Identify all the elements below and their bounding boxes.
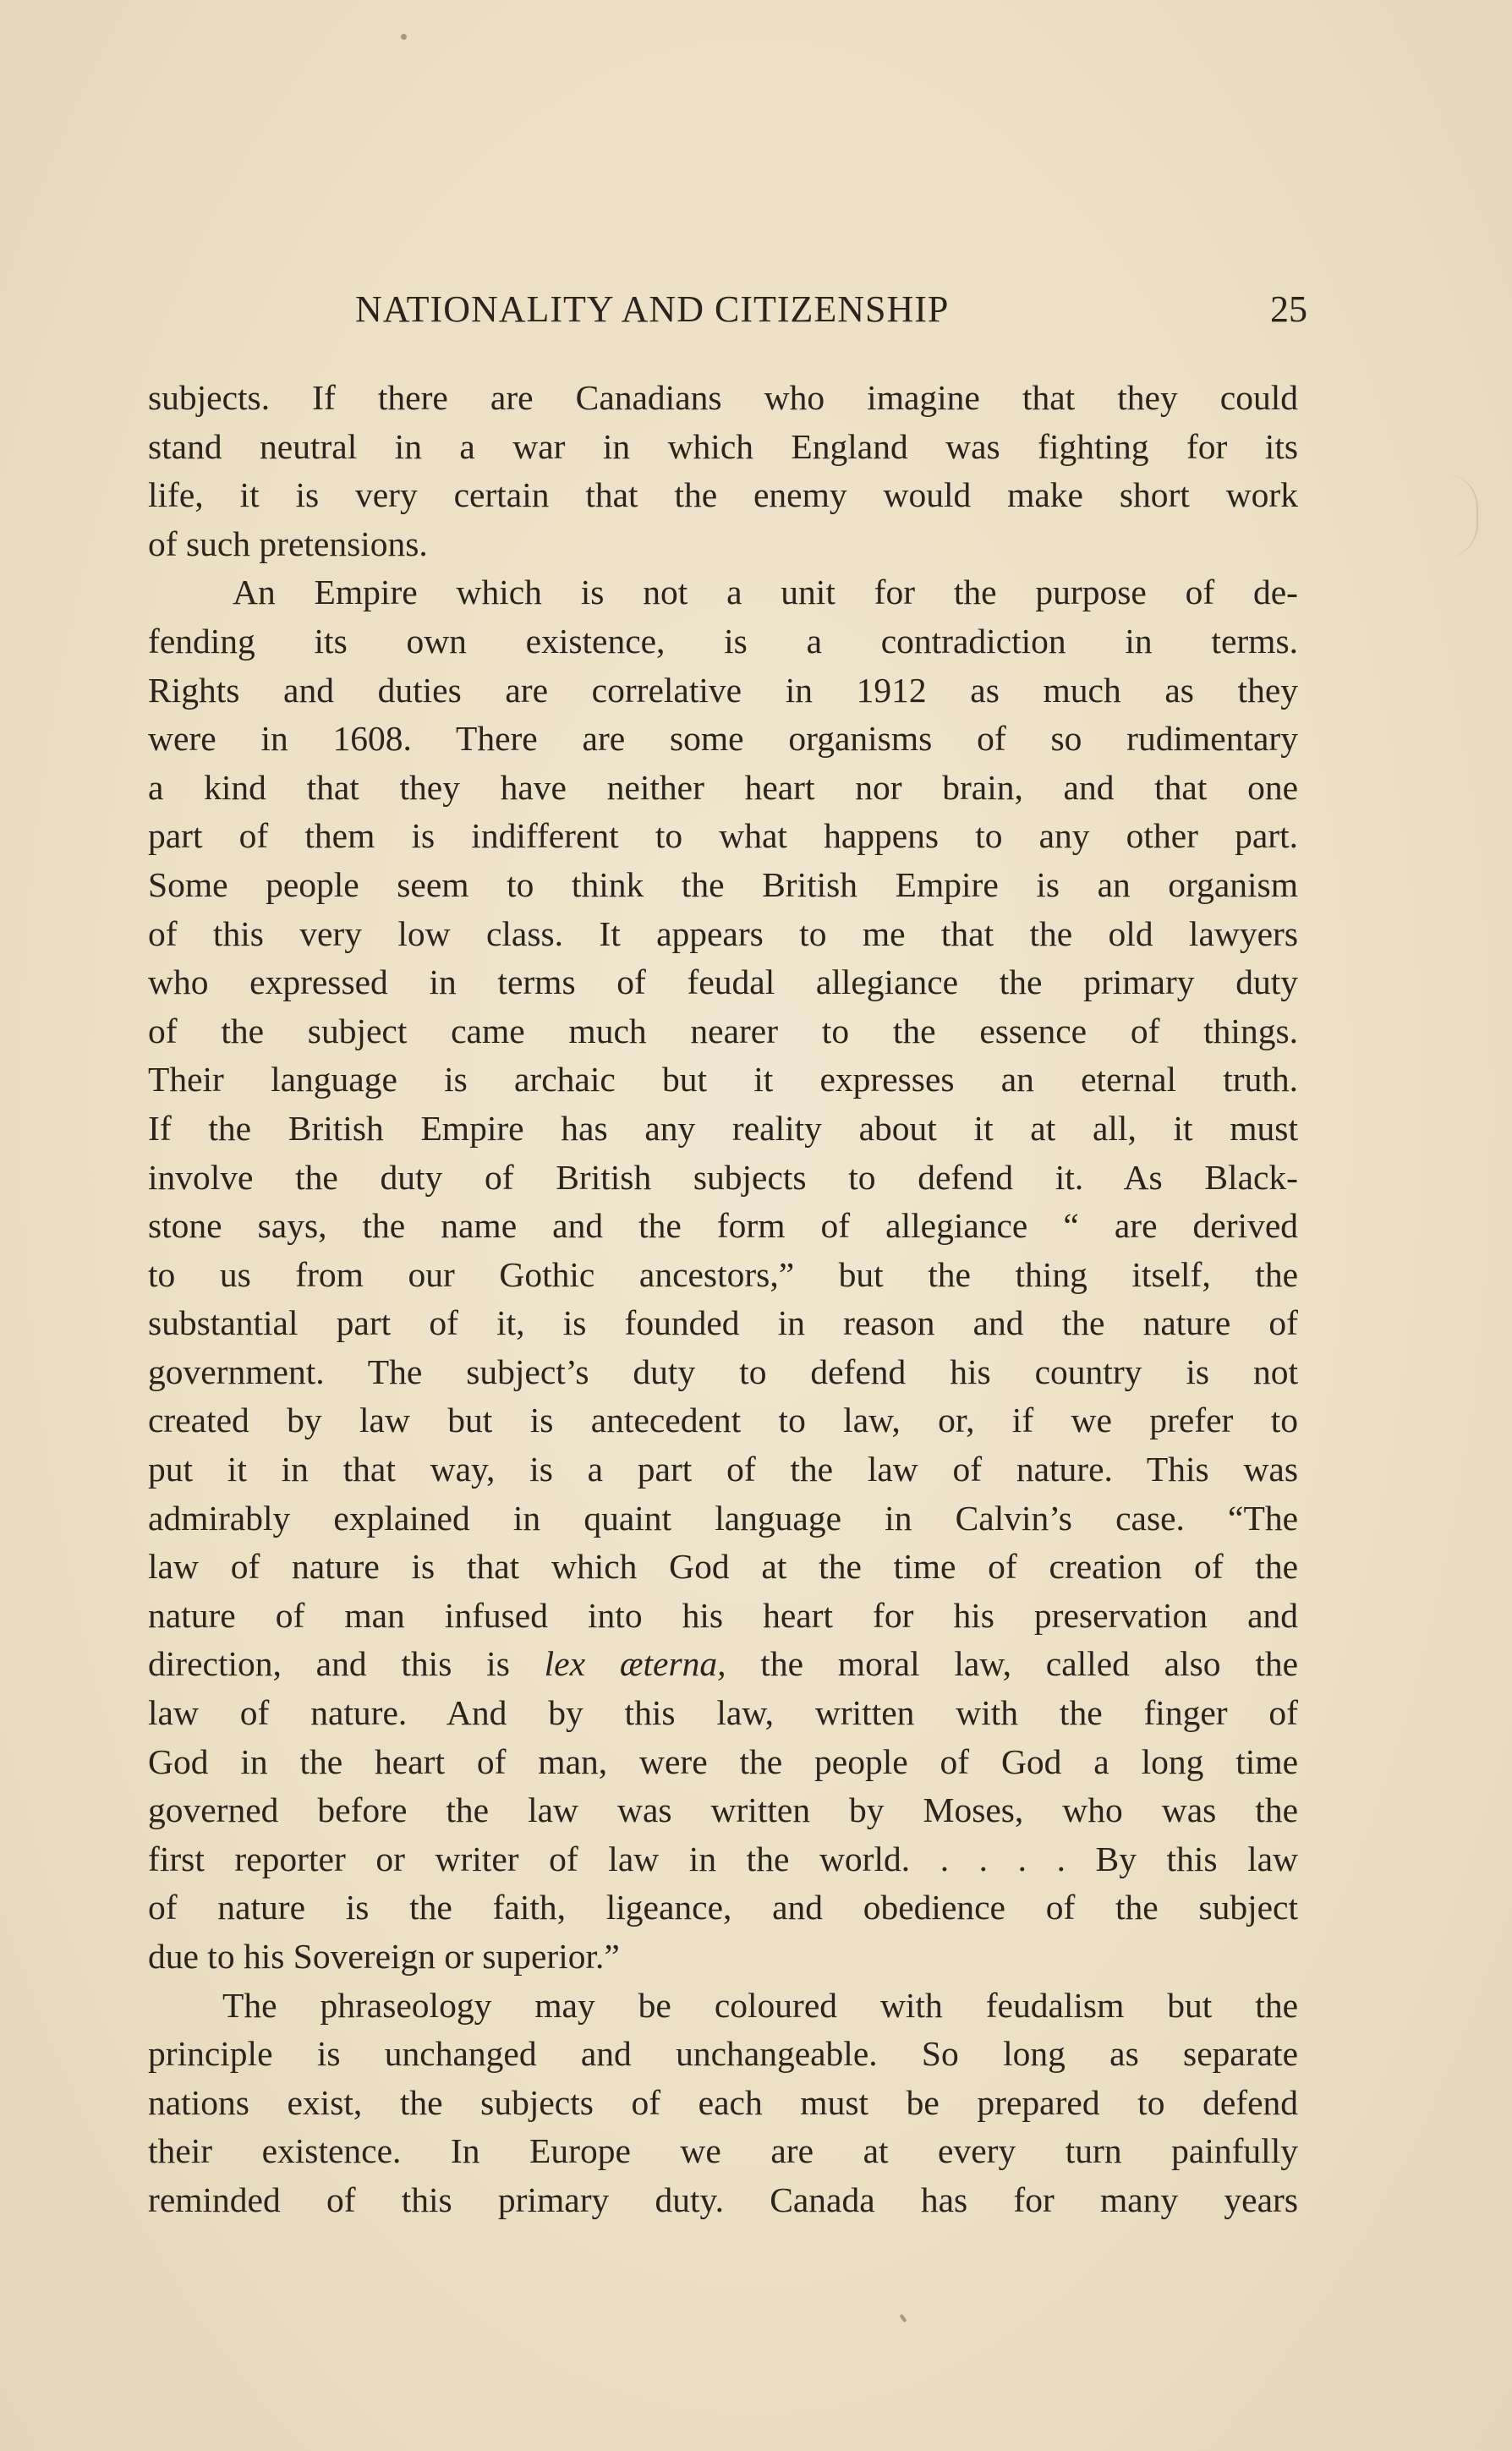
text-line: The phraseology may be coloured with feudalism but the — [222, 1985, 1298, 2025]
text-line: part of them is indifferent to what happens to any other part. — [148, 816, 1298, 856]
ink-speck — [899, 2314, 907, 2322]
body-text — [148, 374, 1298, 2225]
text-line — [148, 1640, 1298, 1689]
text-line: of this very low class. It appears to me that the old lawyers — [148, 913, 1298, 953]
text-line: due to his Sovereign or superior.” — [148, 1937, 620, 1976]
text-line: first reporter or writer of law in the world. . . . . By this law — [148, 1839, 1298, 1878]
text-line: to us from our Gothic ancestors,” but the thing itself, the — [148, 1254, 1298, 1294]
text-line: of nature is the faith, ligeance, and obedience of the subject — [148, 1888, 1298, 1927]
page-edge-shadow — [1443, 474, 1478, 558]
text-line: substantial part of it, is founded in reason and the nature of — [148, 1303, 1298, 1343]
page-number: 25 — [1270, 288, 1307, 330]
text-line: government. The subject’s duty to defend his country is not — [148, 1352, 1298, 1391]
text-line: their existence. In Europe we are at every turn painfully — [148, 2131, 1298, 2171]
text-line: admirably explained in quaint language in Calvin’s case. “The — [148, 1498, 1298, 1538]
text-line: of such pretensions. — [148, 524, 428, 563]
text-line: nature of man infused into his heart for his preservation and — [148, 1595, 1298, 1635]
text-line: law of nature. And by this law, written with the finger of — [148, 1693, 1298, 1733]
text-line: An Empire which is not a unit for the purpose of de- — [233, 573, 1298, 612]
text-line: principle is unchanged and unchangeable. So long as separate — [148, 2034, 1298, 2074]
text-line: fending its own existence, is a contradiction in terms. — [148, 621, 1298, 661]
text-line: God in the heart of man, were the people of God a long time — [148, 1741, 1298, 1781]
running-head — [152, 284, 1307, 335]
text-line: Their language is archaic but it expresses an eternal truth. — [148, 1060, 1298, 1099]
text-line: Some people seem to think the British Empire is an organism — [148, 864, 1298, 904]
text-line: governed before the law was written by Moses, who was the — [148, 1790, 1298, 1830]
text-segment: direction, and this is — [148, 1644, 510, 1684]
text-line: reminded of this primary duty. Canada has for many years — [148, 2180, 1298, 2219]
text-line: put it in that way, is a part of the law of nature. This was — [148, 1450, 1298, 1489]
ink-speck — [401, 34, 407, 40]
latin-phrase: lex æterna, — [544, 1644, 726, 1684]
text-line: law of nature is that which God at the time of creation of the — [148, 1547, 1298, 1587]
text-line: of the subject came much nearer to the essence of things. — [148, 1011, 1298, 1050]
text-line: Rights and duties are correlative in 1912 as much as they — [148, 670, 1298, 710]
text-line: life, it is very certain that the enemy would make short work — [148, 475, 1298, 515]
text-line: nations exist, the subjects of each must be prepared to defend — [148, 2082, 1298, 2122]
text-line: created by law but is antecedent to law, or, if we prefer to — [148, 1401, 1298, 1440]
text-line: involve the duty of British subjects to defend it. As Black- — [148, 1157, 1298, 1197]
text-line: stone says, the name and the form of allegiance “ are derived — [148, 1206, 1298, 1246]
text-line: were in 1608. There are some organisms of so rudimentary — [148, 719, 1298, 759]
text-line: a kind that they have neither heart nor brain, and that one — [148, 767, 1298, 807]
text-line: stand neutral in a war in which England was fighting for its — [148, 426, 1298, 466]
running-title: NATIONALITY AND CITIZENSHIP — [355, 288, 950, 330]
text-line: who expressed in terms of feudal allegiance the primary duty — [148, 962, 1298, 1002]
text-segment: the moral law, called also the — [760, 1644, 1299, 1684]
text-line: subjects. If there are Canadians who imagine that they could — [148, 378, 1298, 417]
text-line: If the British Empire has any reality about it at all, it must — [148, 1108, 1298, 1148]
